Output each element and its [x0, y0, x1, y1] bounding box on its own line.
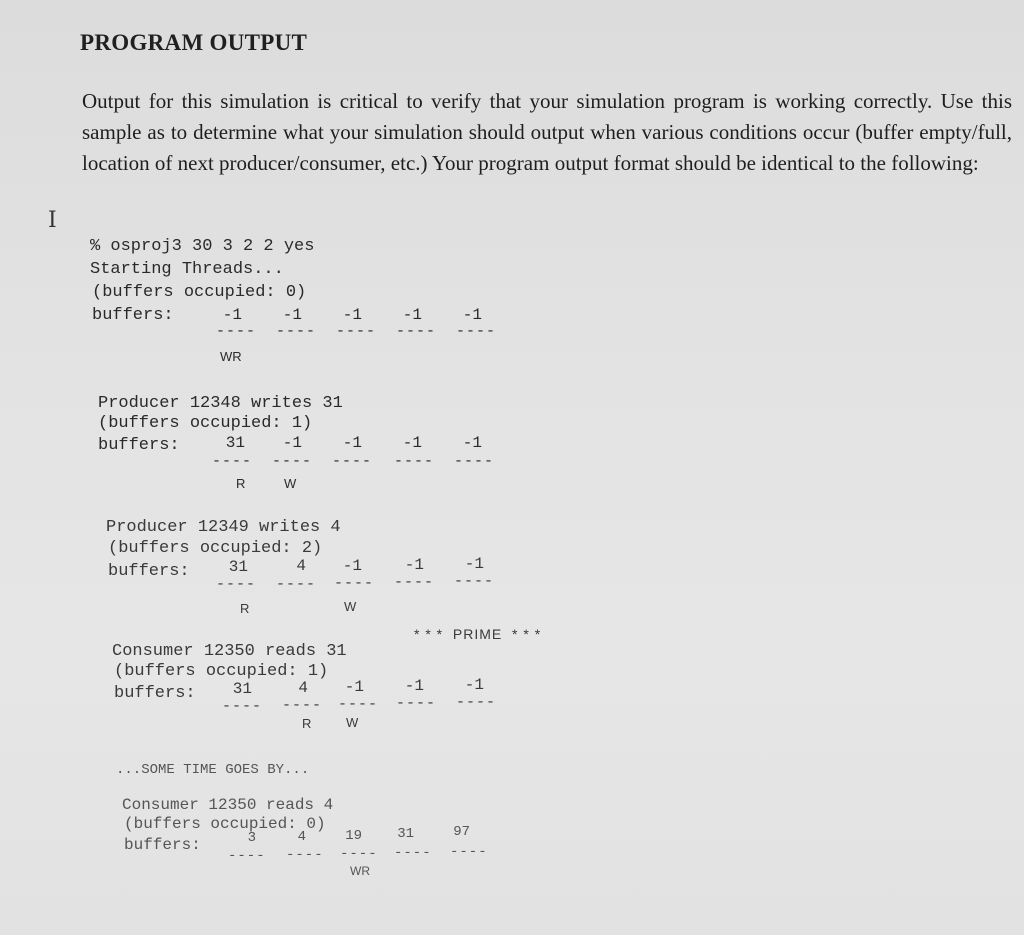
buffer-value: -1: [222, 306, 242, 324]
buffer-value: 97: [453, 824, 470, 840]
write-pointer-marker: W: [344, 599, 357, 614]
buffer-value: -1: [344, 678, 364, 696]
buffer-value: -1: [342, 306, 362, 324]
buffers-label: buffers:: [114, 684, 196, 703]
buffer-underline: ----: [276, 576, 317, 593]
pointer-marker: WR: [350, 864, 370, 878]
time-passes-note: ...SOME TIME GOES BY...: [116, 762, 310, 778]
buffer-value: -1: [404, 556, 424, 574]
buffer-underline: ----: [340, 846, 378, 862]
read-pointer-marker: R: [240, 601, 250, 616]
buffer-underline: ----: [276, 323, 317, 340]
buffer-underline: ----: [394, 574, 435, 591]
occupied-line: (buffers occupied: 1): [114, 662, 329, 681]
buffer-underline: ----: [212, 453, 253, 470]
buffer-value: 31: [228, 558, 248, 576]
occupied-line: (buffers occupied: 1): [98, 414, 313, 433]
page-title: PROGRAM OUTPUT: [80, 30, 308, 55]
buffer-value: -1: [464, 555, 484, 573]
text-cursor-icon: I: [48, 208, 57, 233]
write-pointer-marker: W: [346, 715, 359, 730]
buffers-label: buffers:: [92, 306, 174, 325]
buffer-underline: ----: [396, 323, 437, 340]
buffer-underline: ----: [396, 695, 437, 712]
buffer-underline: ----: [394, 845, 432, 861]
buffer-underline: ----: [338, 696, 379, 713]
buffer-value: 4: [296, 557, 306, 575]
buffer-value: 3: [247, 830, 256, 846]
buffer-underline: ----: [450, 844, 488, 860]
buffer-underline: ----: [394, 453, 435, 470]
buffer-value: -1: [342, 557, 362, 575]
buffer-underline: ----: [334, 575, 375, 592]
intro-paragraph: Output for this simulation is critical to verify that your simulation program is working correctly. Use this sample as to determine what your simulation should output when various conditions occur (buffer empty/full, location of next producer/consumer, etc.) Your program output format should be identical to the following:: [82, 89, 1012, 175]
starting-threads: Starting Threads...: [90, 260, 284, 279]
buffer-underline: ----: [216, 323, 257, 340]
occupied-line: (buffers occupied: 0): [124, 815, 326, 833]
buffer-underline: ----: [456, 323, 497, 340]
buffer-value: -1: [282, 434, 302, 452]
buffer-value: -1: [402, 306, 422, 324]
buffer-value: -1: [402, 434, 422, 452]
occupied-line: (buffers occupied: 2): [108, 539, 323, 558]
buffer-value: -1: [464, 676, 484, 694]
event-header: Producer 12349 writes 4: [106, 518, 341, 537]
write-pointer-marker: W: [284, 476, 297, 491]
event-header: Consumer 12350 reads 31: [112, 642, 347, 661]
prime-annotation: * * * PRIME * * *: [414, 626, 542, 642]
buffer-underline: ----: [228, 848, 266, 864]
buffer-value: -1: [342, 434, 362, 452]
pointer-marker: WR: [220, 349, 242, 364]
buffer-value: -1: [282, 306, 302, 324]
buffers-label: buffers:: [98, 436, 180, 455]
buffer-value: 31: [232, 680, 252, 698]
buffer-underline: ----: [216, 576, 257, 593]
buffers-label: buffers:: [124, 836, 201, 854]
buffer-underline: ----: [336, 323, 377, 340]
buffer-underline: ----: [286, 847, 324, 863]
event-header: Producer 12348 writes 31: [98, 394, 343, 413]
buffer-underline: ----: [332, 453, 373, 470]
buffer-underline: ----: [456, 694, 497, 711]
buffer-value: -1: [462, 434, 482, 452]
buffer-value: 31: [397, 826, 414, 842]
buffer-value: 19: [345, 828, 362, 844]
buffer-value: 4: [297, 829, 306, 845]
command-line: % osproj3 30 3 2 2 yes: [90, 237, 315, 256]
buffer-underline: ----: [282, 697, 323, 714]
occupied-line: (buffers occupied: 0): [92, 283, 307, 302]
buffer-value: -1: [462, 306, 482, 324]
buffer-underline: ----: [454, 573, 495, 590]
buffers-label: buffers:: [108, 562, 190, 581]
buffer-underline: ----: [222, 698, 263, 715]
buffer-value: 31: [225, 434, 245, 452]
buffer-underline: ----: [454, 453, 495, 470]
buffer-value: -1: [404, 677, 424, 695]
read-pointer-marker: R: [302, 716, 312, 731]
read-pointer-marker: R: [236, 476, 246, 491]
event-header: Consumer 12350 reads 4: [122, 796, 334, 814]
buffer-underline: ----: [272, 453, 313, 470]
buffer-value: 4: [298, 679, 308, 697]
